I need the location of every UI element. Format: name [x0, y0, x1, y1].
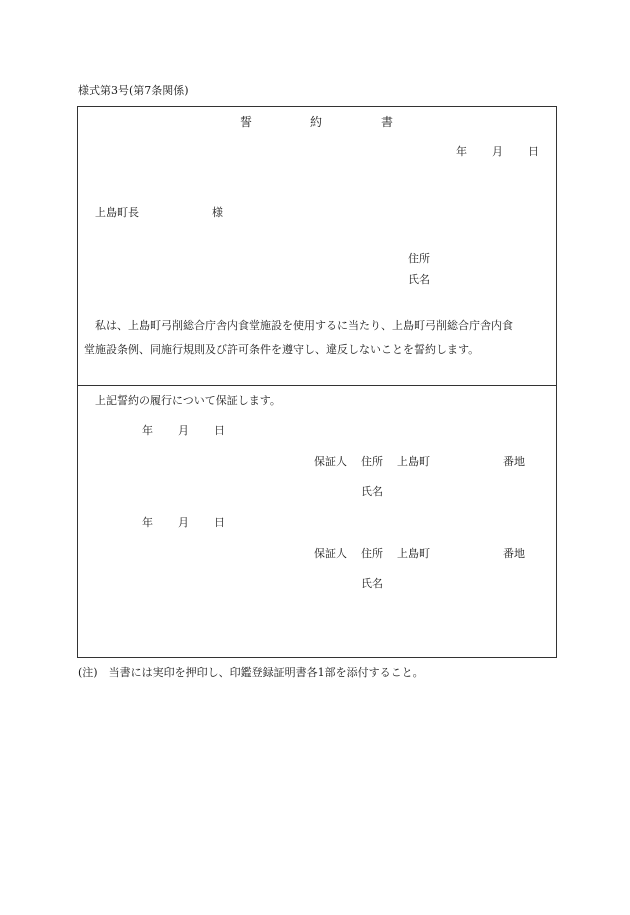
guarantor-1-day: 日 [214, 424, 225, 437]
guarantor-2-role: 保証人 [314, 547, 347, 560]
guarantor-1-address-label: 住所 [361, 455, 383, 468]
pledge-date-month: 月 [492, 145, 503, 158]
guarantor-2-day: 日 [214, 516, 225, 529]
addressee: 上島町長 [95, 206, 139, 219]
guarantor-1-year: 年 [142, 424, 153, 437]
title-char-3: 書 [381, 115, 394, 129]
form-box [77, 106, 557, 658]
pledger-address-label: 住所 [408, 252, 430, 265]
honorific: 様 [212, 206, 223, 219]
title-char-2: 約 [310, 115, 323, 129]
guarantor-2-month: 月 [178, 516, 189, 529]
pledger-name-label: 氏名 [408, 273, 430, 286]
guarantor-2-year: 年 [142, 516, 153, 529]
guarantor-2-town: 上島町 [397, 547, 430, 560]
title-char-1: 誓 [240, 115, 253, 129]
guarantor-1-month: 月 [178, 424, 189, 437]
guarantor-2-name-label: 氏名 [361, 577, 383, 590]
guarantee-statement: 上記誓約の履行について保証します。 [95, 394, 281, 407]
guarantor-1-lot: 番地 [503, 455, 525, 468]
form-label: 様式第3号(第7条関係) [78, 84, 189, 97]
guarantor-1-role: 保証人 [314, 455, 347, 468]
guarantor-2-lot: 番地 [503, 547, 525, 560]
section-divider [77, 385, 557, 386]
pledge-date-year: 年 [456, 145, 467, 158]
footnote: (注) 当書には実印を押印し、印鑑登録証明書各1部を添付すること。 [78, 666, 424, 679]
pledge-body-line-1: 私は、上島町弓削総合庁舎内食堂施設を使用するに当たり、上島町弓削総合庁舎内食 [95, 319, 513, 332]
guarantor-1-town: 上島町 [397, 455, 430, 468]
pledge-date-day: 日 [528, 145, 539, 158]
guarantor-2-address-label: 住所 [361, 547, 383, 560]
guarantor-1-name-label: 氏名 [361, 485, 383, 498]
pledge-body-line-2: 堂施設条例、同施行規則及び許可条件を遵守し、違反しないことを誓約します。 [84, 343, 480, 356]
